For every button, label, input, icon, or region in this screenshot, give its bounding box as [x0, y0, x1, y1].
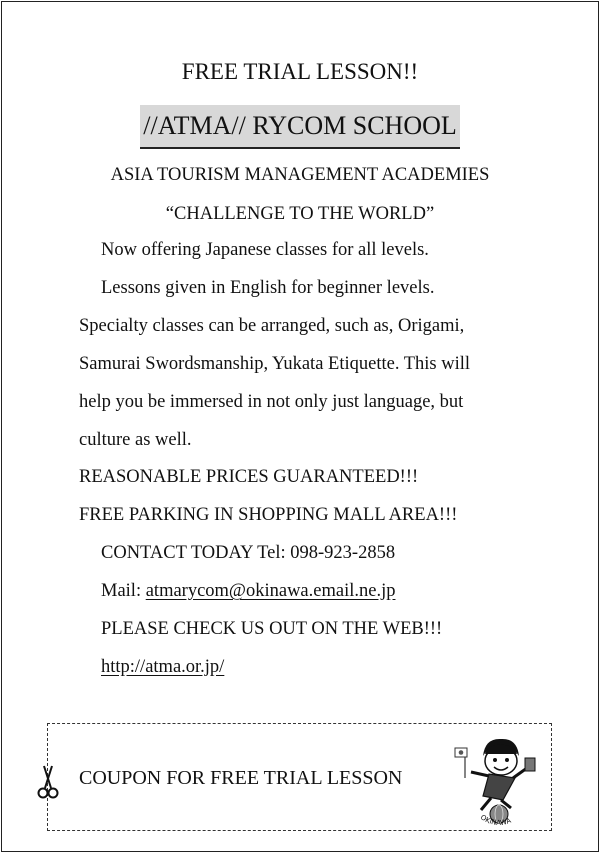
mascot-logo — [453, 734, 543, 830]
school-name: //ATMA// RYCOM SCHOOL — [140, 105, 460, 149]
specialty-line-4: culture as well. — [79, 430, 192, 450]
mail-link[interactable]: atmarycom@okinawa.email.ne.jp — [145, 581, 396, 601]
specialty-line-2: Samurai Swordsmanship, Yukata Etiquette. This will — [79, 354, 471, 374]
parking-line: FREE PARKING IN SHOPPING MALL AREA!!! — [79, 505, 458, 525]
scissors-icon — [37, 764, 59, 800]
specialty-line-1: Specialty classes can be arranged, such as, Origami, — [79, 316, 465, 336]
coupon-label: COUPON FOR FREE TRIAL LESSON — [79, 767, 403, 789]
slogan: “CHALLENGE TO THE WORLD” — [165, 204, 435, 224]
academy-name: ASIA TOURISM MANAGEMENT ACADEMIES — [110, 165, 490, 185]
english-line: Lessons given in English for beginner levels. — [101, 278, 435, 298]
prices-line: REASONABLE PRICES GUARANTEED!!! — [79, 467, 419, 487]
web-link[interactable]: http://atma.or.jp/ — [101, 657, 225, 677]
contact-mail — [101, 579, 395, 603]
mascot-okinawa-text: OKINAWA — [478, 813, 513, 828]
web-link-line — [101, 655, 224, 679]
web-prompt: PLEASE CHECK US OUT ON THE WEB!!! — [101, 619, 443, 639]
contact-phone: CONTACT TODAY Tel: 098-923-2858 — [101, 543, 396, 563]
specialty-line-3: help you be immersed in not only just language, but — [79, 392, 464, 412]
school-name-wrapper — [0, 105, 600, 149]
mail-label: Mail: — [101, 581, 146, 601]
flyer-title: FREE TRIAL LESSON!! — [181, 59, 419, 84]
classes-line: Now offering Japanese classes for all levels. — [101, 240, 429, 260]
